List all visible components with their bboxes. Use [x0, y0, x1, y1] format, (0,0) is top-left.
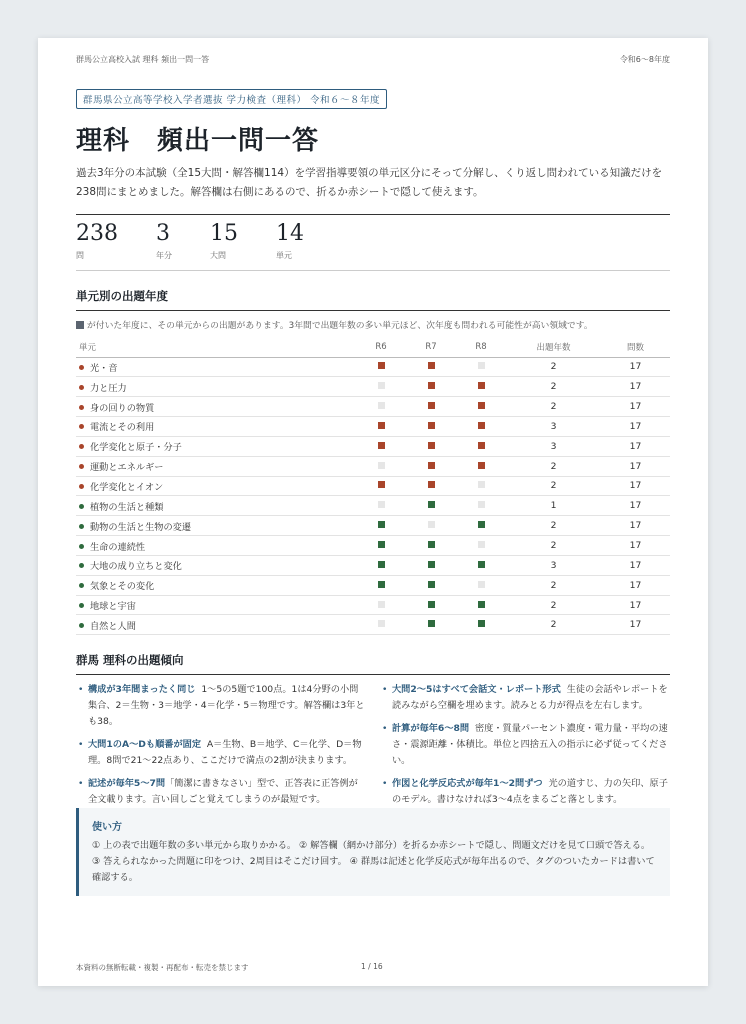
count-cell: 17: [601, 417, 670, 437]
page-number: 1 / 16: [361, 962, 383, 971]
table-header-row: [76, 338, 670, 357]
year-marker-empty: [478, 362, 485, 369]
unit-name: 大地の成り立ちと変化: [90, 561, 182, 573]
stat-label: 年分: [156, 251, 172, 260]
table-row: [76, 476, 670, 496]
stat-years: [156, 220, 172, 261]
years-cell: 2: [506, 476, 601, 496]
count-cell: 17: [601, 595, 670, 615]
trend-body: A＝生物、B＝地学、C＝化学、D＝物理。8問で21～22点あり、ここだけで満点の2割が決まります。: [88, 739, 362, 766]
year-cell-r8: [456, 357, 506, 377]
trend-body: 密度・質量パーセント濃度・電力量・平均の速さ・震源距離・体積比。単位と四捨五入の指示に必ず従ってください。: [392, 723, 668, 766]
table-row: [76, 516, 670, 536]
year-marker-filled: [378, 581, 385, 588]
legend-note: [76, 318, 593, 331]
year-marker-filled: [478, 620, 485, 627]
year-cell-r6: [356, 397, 406, 417]
year-cell-r6: [356, 476, 406, 496]
unit-name: 化学変化と原子・分子: [90, 442, 182, 454]
year-cell-r7: [406, 575, 456, 595]
years-cell: 2: [506, 357, 601, 377]
year-marker-filled: [428, 501, 435, 508]
unit-dot-icon: [79, 405, 84, 410]
years-cell: 3: [506, 555, 601, 575]
unit-cell: [76, 615, 356, 635]
table-row: [76, 417, 670, 437]
year-cell-r7: [406, 377, 456, 397]
year-cell-r7: [406, 496, 456, 516]
section-title-units: 単元別の出題年度: [76, 288, 670, 311]
unit-dot-icon: [79, 583, 84, 588]
year-marker-filled: [378, 561, 385, 568]
stats-row: [76, 220, 342, 261]
unit-dot-icon: [79, 603, 84, 608]
col-header-years: 出題年数: [506, 338, 601, 357]
stat-questions: [76, 220, 118, 261]
trend-head: 構成が3年間まったく同じ: [88, 684, 196, 695]
unit-name: 化学変化とイオン: [90, 481, 164, 493]
year-marker-empty: [378, 462, 385, 469]
count-cell: 17: [601, 377, 670, 397]
year-cell-r6: [356, 377, 406, 397]
unit-cell: [76, 575, 356, 595]
year-marker-empty: [378, 601, 385, 608]
year-marker-empty: [378, 382, 385, 389]
year-marker-filled: [478, 382, 485, 389]
unit-dot-icon: [79, 563, 84, 568]
table-row: [76, 496, 670, 516]
list-item: [380, 721, 670, 769]
year-marker-filled: [378, 362, 385, 369]
year-cell-r6: [356, 555, 406, 575]
year-marker-filled: [428, 402, 435, 409]
unit-dot-icon: [79, 524, 84, 529]
years-cell: 2: [506, 397, 601, 417]
year-cell-r6: [356, 516, 406, 536]
count-cell: 17: [601, 555, 670, 575]
year-marker-filled: [478, 521, 485, 528]
year-cell-r8: [456, 436, 506, 456]
unit-name: 気象とその変化: [90, 581, 155, 593]
count-cell: 17: [601, 397, 670, 417]
trend-head: 記述が毎年5～7問: [88, 778, 166, 789]
count-cell: 17: [601, 456, 670, 476]
year-marker-filled: [428, 462, 435, 469]
table-row: [76, 436, 670, 456]
year-cell-r8: [456, 496, 506, 516]
year-marker-filled: [428, 561, 435, 568]
trend-head: 大問2～5はすべて会話文・レポート形式: [392, 684, 561, 695]
count-cell: 17: [601, 357, 670, 377]
trend-body: 「簡潔に書きなさい」型で、正答表に正答例が全文載ります。言い回しごと覚えてしまうのが最短です。: [88, 778, 358, 805]
years-cell: 1: [506, 496, 601, 516]
year-cell-r7: [406, 476, 456, 496]
year-marker-filled: [428, 620, 435, 627]
unit-name: 力と圧力: [90, 382, 127, 394]
page-footer: [76, 962, 670, 973]
year-cell-r8: [456, 595, 506, 615]
year-cell-r6: [356, 496, 406, 516]
trend-body: 光の道すじ、力の矢印、原子のモデル。書けなければ3～4点をまるごと落とします。: [392, 778, 668, 805]
running-header: [76, 54, 670, 65]
year-marker-filled: [478, 561, 485, 568]
trends-columns: [76, 682, 670, 815]
year-cell-r8: [456, 456, 506, 476]
count-cell: 17: [601, 615, 670, 635]
running-header-right: 令和6～8年度: [619, 55, 670, 64]
year-cell-r7: [406, 516, 456, 536]
year-marker-filled: [428, 442, 435, 449]
trend-head: 計算が毎年6～8問: [392, 723, 470, 734]
unit-dot-icon: [79, 484, 84, 489]
list-item: [380, 776, 670, 808]
unit-dot-icon: [79, 464, 84, 469]
year-cell-r6: [356, 536, 406, 556]
unit-cell: [76, 555, 356, 575]
year-marker-empty: [478, 501, 485, 508]
trend-body: 生徒の会話やレポートを読みながら空欄を埋めます。読みとる力が得点を左右します。: [392, 684, 668, 711]
years-cell: 2: [506, 536, 601, 556]
count-cell: 17: [601, 436, 670, 456]
unit-name: 植物の生活と種類: [90, 501, 164, 513]
years-cell: 2: [506, 575, 601, 595]
running-header-left: 群馬公立高校入試 理科 頻出一問一答: [76, 55, 210, 64]
year-marker-filled: [428, 601, 435, 608]
unit-dot-icon: [79, 385, 84, 390]
year-cell-r7: [406, 357, 456, 377]
list-item: [76, 682, 366, 730]
year-marker-filled: [378, 442, 385, 449]
year-marker-filled: [378, 541, 385, 548]
year-marker-empty: [378, 402, 385, 409]
stat-number: 15: [210, 221, 238, 246]
how-to-use-body: ① 上の表で出題年数の多い単元から取りかかる。 ② 解答欄（網かけ部分）を折るか赤シートで隠し、問題文だけを見て口頭で答える。 ③ 答えられなかった問題に印をつけ、2周目はそこだけ回す。 ④ 群馬は記述と化学反応式が毎年出るので、タグのついたカードは書いて確認する。: [92, 840, 655, 883]
years-cell: 3: [506, 417, 601, 437]
years-cell: 2: [506, 516, 601, 536]
year-cell-r8: [456, 476, 506, 496]
trend-body: 1～5の5題で100点。1は4分野の小問集合、2＝生物・3＝地学・4＝化学・5＝物理です。解答欄は3年とも38。: [88, 684, 365, 727]
year-cell-r8: [456, 575, 506, 595]
footer-notice: 本資料の無断転載・複製・再配布・転売を禁じます: [76, 963, 249, 972]
stat-label: 単元: [276, 251, 292, 260]
year-cell-r7: [406, 536, 456, 556]
year-cell-r8: [456, 397, 506, 417]
trends-left-column: [76, 682, 366, 815]
stat-units: [276, 220, 304, 261]
count-cell: 17: [601, 516, 670, 536]
unit-cell: [76, 377, 356, 397]
unit-dot-icon: [79, 365, 84, 370]
stat-big-questions: [210, 220, 238, 261]
unit-name: 光・音: [90, 362, 118, 374]
table-row: [76, 555, 670, 575]
unit-name: 運動とエネルギー: [90, 462, 164, 474]
unit-name: 自然と人間: [90, 620, 136, 632]
year-marker-empty: [378, 620, 385, 627]
year-cell-r6: [356, 357, 406, 377]
year-cell-r6: [356, 615, 406, 635]
year-cell-r6: [356, 595, 406, 615]
trends-right-column: [380, 682, 670, 815]
legend-square-icon: [76, 321, 84, 329]
year-marker-filled: [478, 442, 485, 449]
year-marker-empty: [478, 541, 485, 548]
unit-cell: [76, 536, 356, 556]
year-marker-empty: [478, 481, 485, 488]
col-header-r7: R7: [406, 338, 456, 357]
stat-label: 大問: [210, 251, 226, 260]
year-cell-r7: [406, 397, 456, 417]
page: [38, 38, 708, 986]
trend-head: 作図と化学反応式が毎年1～2問ずつ: [392, 778, 543, 789]
list-item: [380, 682, 670, 714]
unit-cell: [76, 496, 356, 516]
year-marker-filled: [478, 462, 485, 469]
stat-number: 238: [76, 221, 118, 246]
years-cell: 2: [506, 377, 601, 397]
year-marker-filled: [478, 402, 485, 409]
year-cell-r6: [356, 417, 406, 437]
table-row: [76, 575, 670, 595]
years-cell: 2: [506, 456, 601, 476]
year-marker-empty: [378, 501, 385, 508]
table-row: [76, 615, 670, 635]
years-cell: 2: [506, 595, 601, 615]
year-cell-r8: [456, 377, 506, 397]
years-cell: 3: [506, 436, 601, 456]
year-marker-filled: [478, 601, 485, 608]
unit-cell: [76, 595, 356, 615]
how-to-use-box: [76, 808, 670, 896]
unit-cell: [76, 397, 356, 417]
table-row: [76, 357, 670, 377]
trend-head: 大問1のA～Dも順番が固定: [88, 739, 202, 750]
year-marker-filled: [378, 521, 385, 528]
unit-name: 身の回りの物質: [90, 402, 155, 414]
unit-cell: [76, 516, 356, 536]
year-marker-filled: [428, 581, 435, 588]
unit-dot-icon: [79, 504, 84, 509]
year-cell-r7: [406, 615, 456, 635]
col-header-r6: R6: [356, 338, 406, 357]
stat-number: 14: [276, 221, 304, 246]
count-cell: 17: [601, 536, 670, 556]
year-cell-r8: [456, 417, 506, 437]
year-cell-r8: [456, 536, 506, 556]
year-marker-empty: [478, 581, 485, 588]
year-cell-r6: [356, 436, 406, 456]
year-marker-filled: [428, 422, 435, 429]
table-row: [76, 595, 670, 615]
stats-bottom-rule: [76, 270, 670, 271]
list-item: [76, 776, 366, 808]
list-item: [76, 737, 366, 769]
year-marker-filled: [428, 382, 435, 389]
how-to-use-title: 使い方: [92, 822, 122, 833]
year-cell-r7: [406, 456, 456, 476]
table-row: [76, 377, 670, 397]
year-cell-r6: [356, 456, 406, 476]
unit-dot-icon: [79, 424, 84, 429]
year-cell-r8: [456, 555, 506, 575]
table-row: [76, 456, 670, 476]
unit-cell: [76, 476, 356, 496]
year-cell-r6: [356, 575, 406, 595]
year-marker-filled: [428, 481, 435, 488]
count-cell: 17: [601, 575, 670, 595]
year-marker-filled: [378, 481, 385, 488]
units-table: [76, 338, 670, 635]
col-header-count: 問数: [601, 338, 670, 357]
unit-name: 動物の生活と生物の変遷: [90, 521, 192, 533]
legend-note-text: が付いた年度に、その単元からの出題があります。3年間で出題年数の多い単元ほど、次年度も問われる可能性が高い領域です。: [87, 321, 593, 331]
col-header-unit: 単元: [76, 338, 356, 357]
count-cell: 17: [601, 496, 670, 516]
stat-label: 問: [76, 251, 84, 260]
unit-cell: [76, 456, 356, 476]
year-cell-r8: [456, 615, 506, 635]
page-title: 理科 頻出一問一答: [76, 126, 320, 156]
table-row: [76, 397, 670, 417]
year-marker-filled: [428, 541, 435, 548]
year-cell-r7: [406, 595, 456, 615]
unit-dot-icon: [79, 623, 84, 628]
year-marker-filled: [478, 422, 485, 429]
stats-top-rule: [76, 214, 670, 215]
section-title-trends: 群馬 理科の出題傾向: [76, 652, 670, 675]
unit-cell: [76, 357, 356, 377]
year-marker-empty: [428, 521, 435, 528]
year-marker-filled: [378, 422, 385, 429]
unit-cell: [76, 436, 356, 456]
col-header-r8: R8: [456, 338, 506, 357]
unit-dot-icon: [79, 544, 84, 549]
year-cell-r7: [406, 436, 456, 456]
unit-name: 生命の連続性: [90, 541, 146, 553]
year-marker-filled: [428, 362, 435, 369]
table-row: [76, 536, 670, 556]
years-cell: 2: [506, 615, 601, 635]
exam-tag: 群馬県公立高等学校入学者選抜 学力検査（理科） 令和６～８年度: [76, 89, 387, 109]
unit-name: 電流とその利用: [90, 422, 155, 434]
unit-name: 地球と宇宙: [90, 601, 136, 613]
count-cell: 17: [601, 476, 670, 496]
lead-paragraph: 過去3年分の本試験（全15大問・解答欄114）を学習指導要領の単元区分にそって分解し、くり返し問われている知識だけを238問にまとめました。解答欄は右側にあるので、折るか赤シートで隠して使えます。: [76, 167, 663, 198]
year-cell-r7: [406, 417, 456, 437]
unit-dot-icon: [79, 444, 84, 449]
year-cell-r7: [406, 555, 456, 575]
unit-cell: [76, 417, 356, 437]
units-table-body: [76, 357, 670, 635]
year-cell-r8: [456, 516, 506, 536]
stat-number: 3: [156, 221, 170, 246]
